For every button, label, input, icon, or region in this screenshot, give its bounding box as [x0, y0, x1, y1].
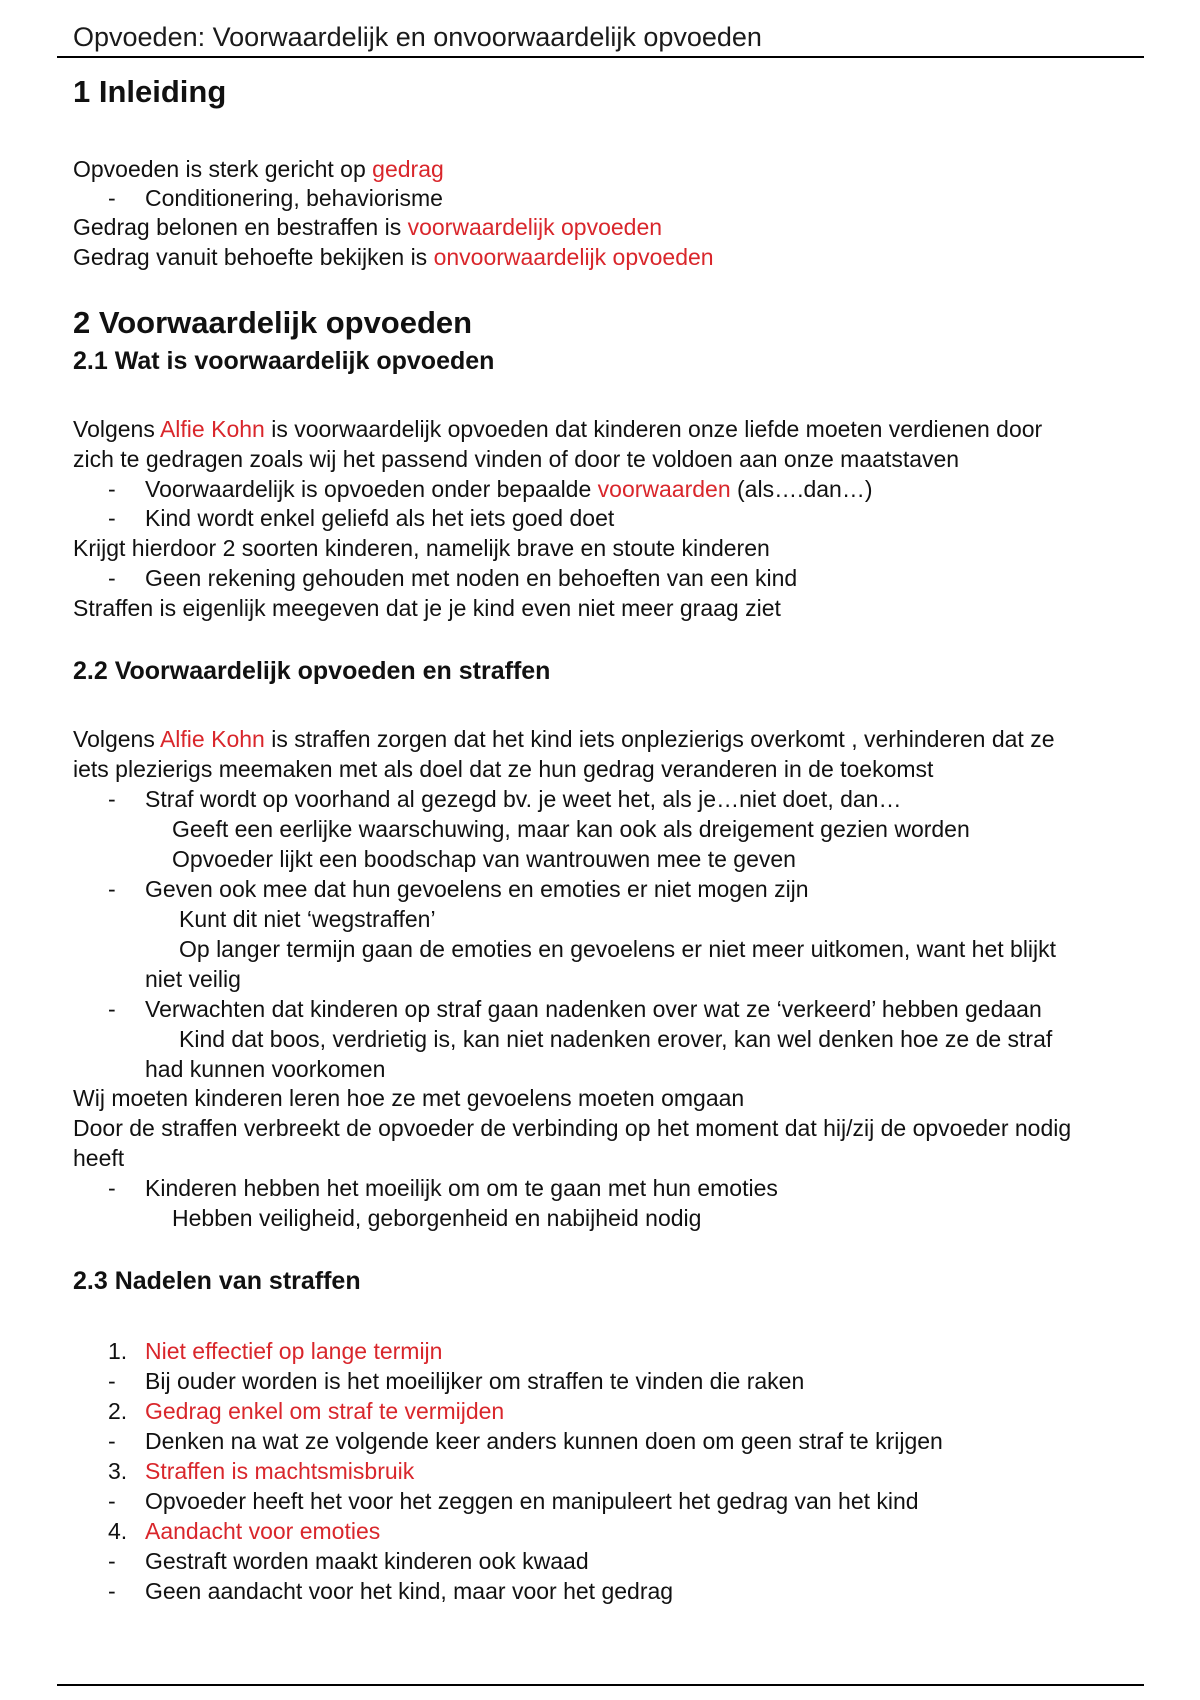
s21-bullet-2: Kind wordt enkel geliefd als het iets goed doet [145, 505, 615, 531]
s22-bullet-2: Geven ook mee dat hun gevoelens en emoties er niet mogen zijn [145, 876, 809, 902]
disadvantage-detail-2: Denken na wat ze volgende keer anders kunnen doen om geen straf te krijgen [145, 1428, 943, 1454]
section-2-1-heading: 2.1 Wat is voorwaardelijk opvoeden [73, 347, 495, 375]
bullet-dash: - [108, 1488, 116, 1514]
author-name: Alfie Kohn [159, 726, 265, 752]
list-number: 1. [108, 1338, 128, 1364]
s22-bullet-3-sub-1: Kind dat boos, verdrietig is, kan niet nadenken erover, kan wel denken hoe ze de straf [179, 1026, 1053, 1052]
bullet-dash: - [108, 1428, 116, 1454]
intro-line-3: Gedrag vanuit behoefte bekijken is onvoorwaardelijk opvoeden [73, 244, 714, 270]
disadvantage-detail-3: Opvoeder heeft het voor het zeggen en manipuleert het gedrag van het kind [145, 1488, 919, 1514]
s21-bullet-1: Voorwaardelijk is opvoeden onder bepaalde voorwaarden (als….dan…) [145, 476, 873, 502]
list-number: 2. [108, 1398, 128, 1424]
header-rule [57, 56, 1144, 58]
bullet-dash: - [108, 1175, 116, 1201]
bullet-dash: - [108, 1578, 116, 1604]
section-2-heading: 2 Voorwaardelijk opvoeden [73, 305, 473, 340]
bullet-dash: - [108, 876, 116, 902]
bullet-dash: - [108, 565, 116, 591]
disadvantage-item-4: Aandacht voor emoties [145, 1518, 381, 1544]
s22-bullet-2-sub-2: Op langer termijn gaan de emoties en gevoelens er niet meer uitkomen, want het blijkt [179, 936, 1057, 962]
s22-paragraph-line-2: iets plezierigs meemaken met als doel dat ze hun gedrag veranderen in de toekomst [73, 756, 934, 782]
bullet-dash: - [108, 786, 116, 812]
bullet-dash: - [108, 185, 116, 211]
s22-bullet-2-sub-1: Kunt dit niet ‘wegstraffen’ [179, 906, 436, 932]
disadvantage-detail-1: Bij ouder worden is het moeilijker om straffen te vinden die raken [145, 1368, 805, 1394]
disadvantage-detail-4: Gestraft worden maakt kinderen ook kwaad [145, 1548, 589, 1574]
intro-line-1: Opvoeden is sterk gericht op gedrag [73, 156, 444, 182]
s22-bullet-1-sub-2: Opvoeder lijkt een boodschap van wantrouwen mee te geven [172, 846, 796, 872]
s22-bullet-1: Straf wordt op voorhand al gezegd bv. je weet het, als je…niet doet, dan… [145, 786, 902, 812]
s22-bullet-2-sub-2-cont: niet veilig [145, 966, 241, 992]
s22-line-3: Door de straffen verbreekt de opvoeder de verbinding op het moment dat hij/zij de opvoeder nodig [73, 1115, 1072, 1141]
page-header-title: Opvoeden: Voorwaardelijk en onvoorwaardelijk opvoeden [73, 22, 762, 52]
s21-line-3: Straffen is eigenlijk meegeven dat je je kind even niet meer graag ziet [73, 595, 781, 621]
intro-bullet-1: Conditionering, behaviorisme [145, 185, 443, 211]
s22-bullet-3: Verwachten dat kinderen op straf gaan nadenken over wat ze ‘verkeerd’ hebben gedaan [145, 996, 1042, 1022]
disadvantage-detail-5: Geen aandacht voor het kind, maar voor het gedrag [145, 1578, 674, 1604]
s21-paragraph-line-1: Volgens Alfie Kohn is voorwaardelijk opvoeden dat kinderen onze liefde moeten verdienen door [73, 416, 1043, 442]
section-2-3-heading: 2.3 Nadelen van straffen [73, 1267, 361, 1295]
disadvantage-item-2: Gedrag enkel om straf te vermijden [145, 1398, 505, 1424]
author-name: Alfie Kohn [159, 416, 265, 442]
section-1-heading: 1 Inleiding [73, 74, 227, 109]
s22-line-3-cont: heeft [73, 1145, 125, 1171]
bullet-dash: - [108, 505, 116, 531]
highlight-term: voorwaardelijk opvoeden [407, 214, 663, 240]
bullet-dash: - [108, 1368, 116, 1394]
highlight-term: voorwaarden [597, 476, 731, 502]
list-number: 3. [108, 1458, 128, 1484]
intro-line-2: Gedrag belonen en bestraffen is voorwaardelijk opvoeden [73, 214, 663, 240]
s22-paragraph-line-1: Volgens Alfie Kohn is straffen zorgen dat het kind iets onplezierigs overkomt , verhinderen dat ze [73, 726, 1055, 752]
bullet-dash: - [108, 996, 116, 1022]
disadvantage-item-1: Niet effectief op lange termijn [145, 1338, 443, 1364]
highlight-term: onvoorwaardelijk opvoeden [433, 244, 714, 270]
s21-paragraph-line-2: zich te gedragen zoals wij het passend vinden of door te voldoen aan onze maatstaven [73, 446, 960, 472]
footer-rule [57, 1684, 1144, 1686]
bullet-dash: - [108, 1548, 116, 1574]
s21-line-2: Krijgt hierdoor 2 soorten kinderen, namelijk brave en stoute kinderen [73, 535, 770, 561]
disadvantage-item-3: Straffen is machtsmisbruik [145, 1458, 415, 1484]
section-2-2-heading: 2.2 Voorwaardelijk opvoeden en straffen [73, 657, 551, 685]
list-number: 4. [108, 1518, 128, 1544]
s22-line-2: Wij moeten kinderen leren hoe ze met gevoelens moeten omgaan [73, 1085, 745, 1111]
s22-bullet-1-sub-1: Geeft een eerlijke waarschuwing, maar kan ook als dreigement gezien worden [172, 816, 970, 842]
bullet-dash: - [108, 476, 116, 502]
highlight-term: gedrag [372, 156, 444, 182]
s22-bullet-4-sub-1: Hebben veiligheid, geborgenheid en nabijheid nodig [172, 1205, 702, 1231]
s21-bullet-3: Geen rekening gehouden met noden en behoeften van een kind [145, 565, 798, 591]
s22-bullet-3-sub-1-cont: had kunnen voorkomen [145, 1056, 386, 1082]
s22-bullet-4: Kinderen hebben het moeilijk om om te gaan met hun emoties [145, 1175, 778, 1201]
